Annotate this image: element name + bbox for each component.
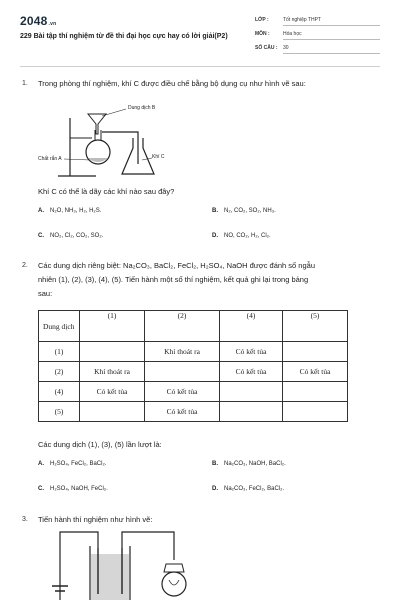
question-2-option-c[interactable]: C. H₂SO₄, NaOH, FeCl₂. xyxy=(38,486,108,492)
table-cell: Có kết tủa xyxy=(145,402,220,422)
table-cell xyxy=(145,362,220,382)
table-cell: Có kết tủa xyxy=(283,362,348,382)
question-1-option-d[interactable]: D. NO, CO₂, H₂, Cl₂. xyxy=(212,233,271,239)
electrolysis-circuit-diagram xyxy=(40,528,220,600)
question-2-text-line-3: sau: xyxy=(38,289,53,298)
table-header-cell: (2) xyxy=(145,311,220,342)
table-cell xyxy=(283,342,348,362)
table-row xyxy=(39,342,348,362)
question-2-prompt: Các dung dịch (1), (3), (5) lần lượt là: xyxy=(38,440,162,449)
table-header-cell: (5) xyxy=(283,311,348,342)
table-cell xyxy=(220,402,283,422)
question-2-text-line-2: nhiên (1), (2), (3), (4), (5). Tiến hành một số thí nghiệm, kết quả ghi lại trong bảng xyxy=(38,275,309,284)
question-1-option-a[interactable]: A. N₂O, NH₃, H₂, H₂S. xyxy=(38,208,102,214)
table-cell: Có kết tủa xyxy=(220,362,283,382)
question-2-option-b[interactable]: B. Na₂CO₃, NaOH, BaCl₂. xyxy=(212,461,286,467)
table-row xyxy=(39,382,348,402)
table-cell: (2) xyxy=(39,362,80,382)
question-3-number: 3. xyxy=(22,516,28,523)
table-cell: Có kết tủa xyxy=(145,382,220,402)
table-header-cell: (4) xyxy=(220,311,283,342)
table-cell: (5) xyxy=(39,402,80,422)
table-header-row xyxy=(39,311,348,342)
document-title: 229 Bài tập thí nghiệm từ đề thi đại học cực hay có lời giải(P2) xyxy=(20,33,228,40)
table-cell: Khí thoát ra xyxy=(80,362,145,382)
question-1-option-b[interactable]: B. N₂, CO₂, SO₂, NH₃. xyxy=(212,208,276,214)
table-header-cell: Dung dịch xyxy=(39,311,80,342)
table-cell: Có kết tủa xyxy=(80,382,145,402)
label-gas-c: Khí C xyxy=(152,154,165,160)
table-row xyxy=(39,402,348,422)
table-cell xyxy=(220,382,283,402)
table-cell xyxy=(283,382,348,402)
experiment-results-table xyxy=(38,310,348,422)
table-cell xyxy=(80,402,145,422)
question-1-number: 1. xyxy=(22,80,28,87)
table-cell: Có kết tủa xyxy=(220,342,283,362)
gas-apparatus-diagram xyxy=(36,100,186,180)
header-divider xyxy=(20,66,380,67)
table-header-cell: (1) xyxy=(80,311,145,342)
question-2-number: 2. xyxy=(22,262,28,269)
label-solid-a: Chất rắn A xyxy=(38,156,62,162)
table-cell xyxy=(80,342,145,362)
question-2-text-line-1: Các dung dịch riêng biệt: Na₂CO₃, BaCl₂, FeCl₂, H₂SO₄, NaOH được đánh số ngẫu xyxy=(38,261,315,270)
table-cell: (4) xyxy=(39,382,80,402)
question-1-text: Trong phòng thí nghiệm, khí C được điều chế bằng bộ dụng cụ như hình vẽ sau: xyxy=(38,79,306,88)
question-1-prompt: Khí C có thể là dãy các khí nào sau đây? xyxy=(38,187,175,196)
site-logo[interactable]: 2048.vn xyxy=(20,14,57,28)
table-cell: (1) xyxy=(39,342,80,362)
document-header: 2048.vn 229 Bài tập thí nghiệm từ đề thi đại học cực hay có lời giải(P2) LỚP : Tốt nghiệp THPT MÔN : Hóa học SỐ CÂU : 30 xyxy=(0,0,400,62)
table-row xyxy=(39,362,348,382)
label-solution-b: Dung dịch B xyxy=(128,105,156,111)
question-1-option-c[interactable]: C. NO₂, Cl₂, CO₂, SO₂. xyxy=(38,233,104,239)
question-3-text: Tiến hành thí nghiệm như hình vẽ: xyxy=(38,515,153,524)
table-cell: Khí thoát ra xyxy=(145,342,220,362)
table-cell xyxy=(283,402,348,422)
question-2-option-a[interactable]: A. H₂SO₄, FeCl₂, BaCl₂. xyxy=(38,461,107,467)
question-2-option-d[interactable]: D. Na₂CO₃, FeCl₂, BaCl₂. xyxy=(212,486,285,492)
